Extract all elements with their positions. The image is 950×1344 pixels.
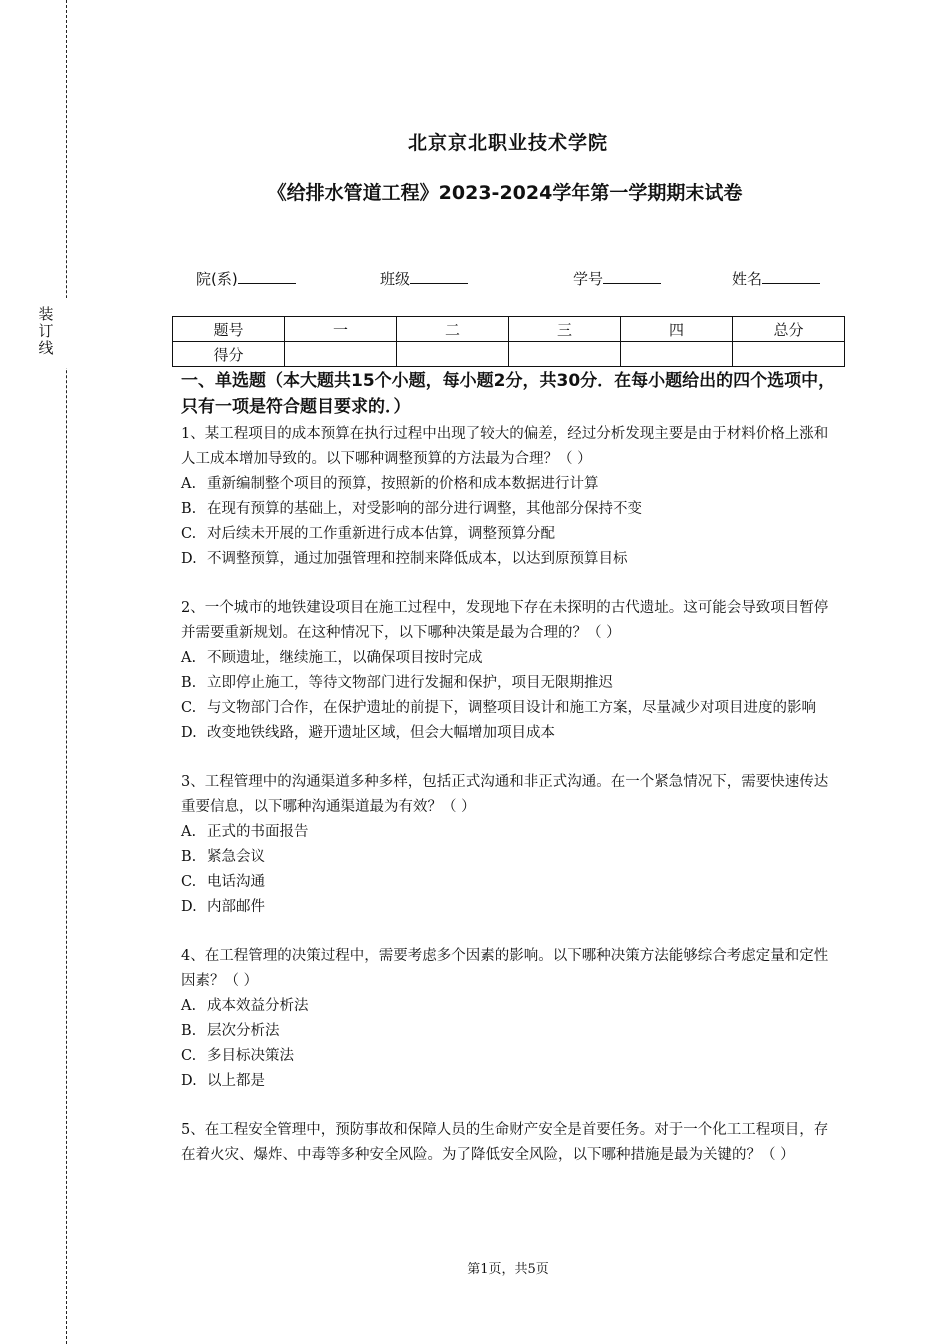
exam-title: 《给排水管道工程》2023-2024学年第一学期期末试卷	[267, 182, 743, 204]
question-5	[181, 1118, 841, 1168]
name-label: 姓名	[732, 270, 763, 288]
school-title: 北京京北职业技术学院	[407, 132, 608, 154]
option-letter: C.	[181, 874, 197, 890]
option-a	[181, 472, 841, 497]
section-title: 一、单选题（本大题共15个小题，每小题2分，共30分．在每小题给出的四个选项中，只有一项是符合题目要求的．）	[181, 371, 836, 417]
binding-label	[36, 306, 56, 357]
option-letter: C.	[181, 1048, 197, 1064]
score-table	[172, 316, 845, 367]
option-letter: A.	[181, 824, 197, 840]
option-text: 不调整预算，通过加强管理和控制来降低成本，以达到原预算目标	[207, 551, 628, 567]
option-letter: A.	[181, 650, 197, 666]
header-cell: 四	[621, 317, 733, 342]
option-text: 紧急会议	[207, 849, 265, 865]
option-text: 成本效益分析法	[207, 998, 309, 1014]
option-letter: C.	[181, 526, 197, 542]
option-text: 对后续未开展的工作重新进行成本估算，调整预算分配	[207, 526, 555, 542]
option-text: 正式的书面报告	[207, 824, 309, 840]
class-field	[380, 268, 468, 289]
option-letter: B.	[181, 1023, 197, 1039]
option-c	[181, 1044, 841, 1069]
option-d	[181, 721, 841, 746]
page-footer: 第1页，共5页	[467, 1262, 549, 1277]
option-text: 重新编制整个项目的预算，按照新的价格和成本数据进行计算	[207, 476, 599, 492]
score-cell[interactable]	[397, 342, 509, 367]
option-text: 立即停止施工，等待文物部门进行发掘和保护，项目无限期推迟	[207, 675, 613, 691]
class-blank[interactable]	[410, 269, 468, 284]
option-letter: D.	[181, 725, 197, 741]
header-cell: 二	[397, 317, 509, 342]
option-letter: D.	[181, 1073, 197, 1089]
option-b	[181, 671, 841, 696]
score-row-label: 得分	[173, 342, 285, 367]
score-cell[interactable]	[509, 342, 621, 367]
score-cell[interactable]	[621, 342, 733, 367]
option-letter: A.	[181, 998, 197, 1014]
option-text: 层次分析法	[207, 1023, 280, 1039]
option-text: 多目标决策法	[207, 1048, 294, 1064]
option-d	[181, 1069, 841, 1094]
header-cell: 一	[285, 317, 397, 342]
option-letter: B.	[181, 501, 197, 517]
score-table-header-row	[173, 317, 845, 342]
question-4	[181, 944, 841, 1094]
header-cell: 三	[509, 317, 621, 342]
department-blank[interactable]	[238, 269, 296, 284]
option-text: 电话沟通	[207, 874, 265, 890]
option-a	[181, 820, 841, 845]
score-table-score-row	[173, 342, 845, 367]
option-a	[181, 646, 841, 671]
question-stem: 5、在工程安全管理中，预防事故和保障人员的生命财产安全是首要任务。对于一个化工工程项目，存在着火灾、爆炸、中毒等多种安全风险。为了降低安全风险，以下哪种措施是最为关键的？（ ）	[181, 1122, 829, 1163]
option-letter: C.	[181, 700, 197, 716]
option-c	[181, 696, 841, 721]
option-b	[181, 845, 841, 870]
option-text: 内部邮件	[207, 899, 265, 915]
binding-char: 线	[38, 339, 54, 357]
student-id-label: 学号	[573, 270, 604, 288]
student-id-field	[573, 268, 661, 289]
option-letter: D.	[181, 899, 197, 915]
score-cell[interactable]	[733, 342, 845, 367]
header-cell: 总分	[733, 317, 845, 342]
option-a	[181, 994, 841, 1019]
option-d	[181, 895, 841, 920]
option-letter: B.	[181, 849, 197, 865]
binding-char: 订	[38, 322, 54, 340]
question-2	[181, 596, 841, 746]
option-letter: B.	[181, 675, 197, 691]
option-text: 与文物部门合作，在保护遗址的前提下，调整项目设计和施工方案，尽量减少对项目进度的影响	[207, 700, 816, 716]
department-label: 院(系)	[196, 270, 238, 288]
student-id-blank[interactable]	[603, 269, 661, 284]
option-letter: A.	[181, 476, 197, 492]
option-text: 以上都是	[207, 1073, 265, 1089]
option-c	[181, 870, 841, 895]
option-text: 不顾遗址，继续施工，以确保项目按时完成	[207, 650, 483, 666]
option-d	[181, 547, 841, 572]
question-3	[181, 770, 841, 920]
option-text: 在现有预算的基础上，对受影响的部分进行调整，其他部分保持不变	[207, 501, 642, 517]
header-cell: 题号	[173, 317, 285, 342]
binding-gap	[60, 298, 74, 368]
class-label: 班级	[380, 270, 411, 288]
question-stem: 4、在工程管理的决策过程中，需要考虑多个因素的影响。以下哪种决策方法能够综合考虑定量和定性因素？（ ）	[181, 948, 829, 989]
name-blank[interactable]	[762, 269, 820, 284]
binding-char: 装	[38, 305, 54, 323]
name-field	[732, 268, 820, 289]
question-stem: 3、工程管理中的沟通渠道多种多样，包括正式沟通和非正式沟通。在一个紧急情况下，需要快速传达重要信息，以下哪种沟通渠道最为有效？（ ）	[181, 774, 829, 815]
option-b	[181, 497, 841, 522]
question-stem: 2、一个城市的地铁建设项目在施工过程中，发现地下存在未探明的古代遗址。这可能会导致项目暂停并需要重新规划。在这种情况下，以下哪种决策是最为合理的？（ ）	[181, 600, 829, 641]
option-letter: D.	[181, 551, 197, 567]
option-text: 改变地铁线路，避开遗址区域，但会大幅增加项目成本	[207, 725, 555, 741]
option-b	[181, 1019, 841, 1044]
exam-content	[181, 368, 841, 1192]
department-field	[196, 268, 296, 289]
option-c	[181, 522, 841, 547]
question-stem: 1、某工程项目的成本预算在执行过程中出现了较大的偏差，经过分析发现主要是由于材料价格上涨和人工成本增加导致的。以下哪种调整预算的方法最为合理？（ ）	[181, 426, 829, 467]
score-cell[interactable]	[285, 342, 397, 367]
question-1	[181, 422, 841, 572]
